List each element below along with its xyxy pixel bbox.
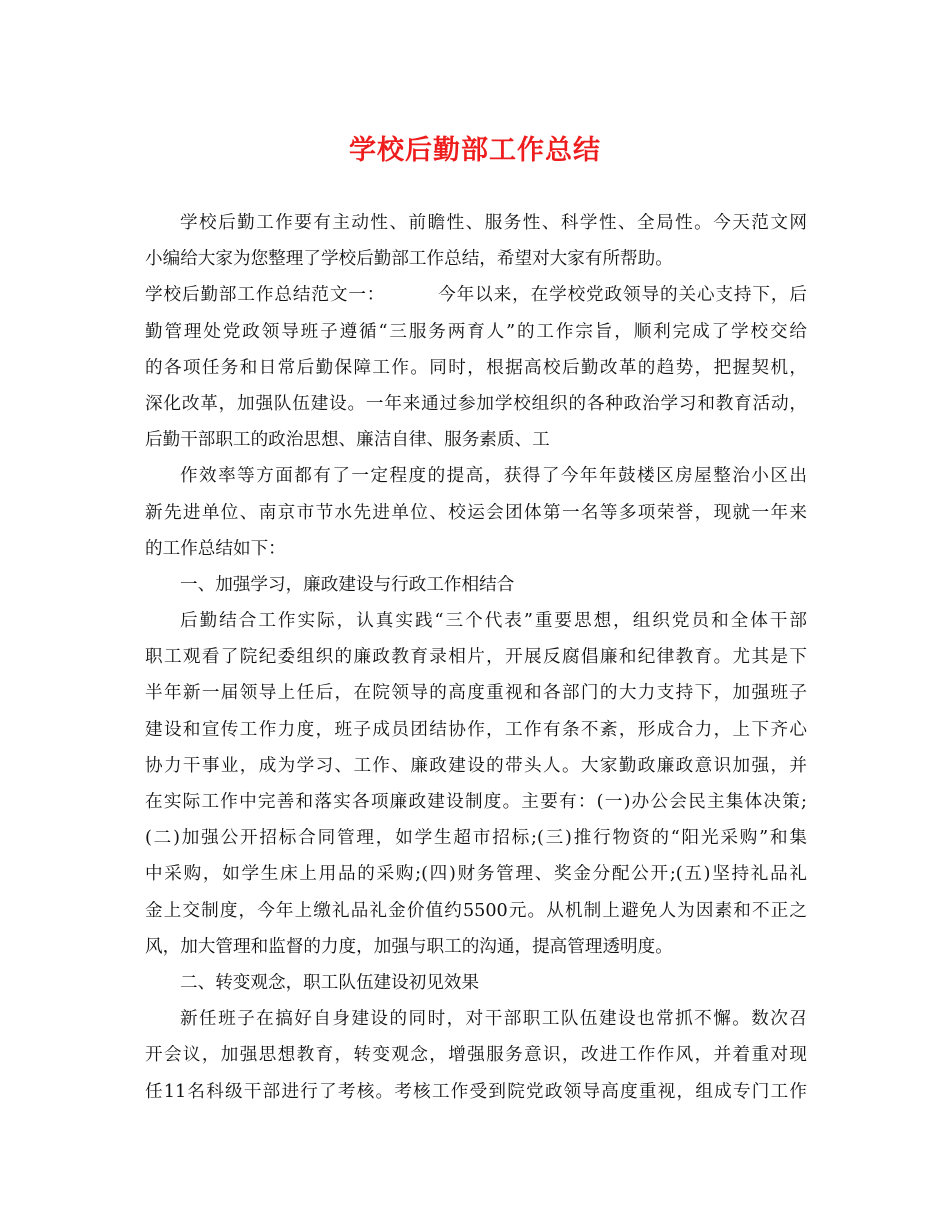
paragraph-line: 职工观看了院纪委组织的廉政教育录相片，开展反腐倡廉和纪律教育。尤其是下 [145,647,807,668]
paragraph-line: 金上交制度，今年上缴礼品礼金价值约5500元。从机制上避免人为因素和不正之 [145,900,807,921]
paragraph-line: 后勤干部职工的政治思想、廉洁自律、服务素质、工 [145,430,550,451]
paragraph-line: 后勤结合工作实际，认真实践“三个代表”重要思想，组织党员和全体干部 [180,611,807,632]
paragraph-line-continuation: 今年以来，在学校党政领导的关心支持下，后 [437,285,807,306]
paragraph-line: 作效率等方面都有了一定程度的提高，获得了今年年鼓楼区房屋整治小区出 [180,466,807,487]
paragraph-line: 的各项任务和日常后勤保障工作。同时，根据高校后勤改革的趋势，把握契机， [145,357,807,378]
paragraph-line: 小编给大家为您整理了学校后勤部工作总结，希望对大家有所帮助。 [145,249,673,270]
paragraph-line [145,277,807,313]
paragraph-line: 学校后勤工作要有主动性、前瞻性、服务性、科学性、全局性。今天范文网 [180,213,807,233]
paragraph-line: 建设和宣传工作力度，班子成员团结协作，工作有条不紊，形成合力，上下齐心 [145,719,807,740]
paragraph-line: 新先进单位、南京市节水先进单位、校运会团体第一名等多项荣誉，现就一年来 [145,502,807,523]
paragraph-line: 在实际工作中完善和落实各项廉政建设制度。主要有：(一)办公会民主集体决策; [145,792,807,812]
section-heading: 一、加强学习，廉政建设与行政工作相结合 [180,574,515,595]
paragraph-line: 任11名科级干部进行了考核。考核工作受到院党政领导高度重视，组成专门工作 [145,1081,807,1102]
paragraph-line: 协力干事业，成为学习、工作、廉政建设的带头人。大家勤政廉政意识加强，并 [145,755,807,776]
paragraph-line: 半年新一届领导上任后，在院领导的高度重视和各部门的大力支持下，加强班子 [145,683,807,704]
paragraph-line: 新任班子在搞好自身建设的同时，对干部职工队伍建设也常抓不懈。数次召 [180,1009,807,1030]
paragraph-line: 勤管理处党政领导班子遵循“三服务两育人”的工作宗旨，顺利完成了学校交给 [145,321,807,342]
paragraph-line: 深化改革，加强队伍建设。一年来通过参加学校组织的各种政治学习和教育活动， [145,393,807,414]
paragraph-line: (二)加强公开招标合同管理，如学生超市招标;(三)推行物资的“阳光采购”和集 [145,828,807,849]
paragraph-line: 的工作总结如下： [145,538,286,559]
section-heading: 二、转变观念，职工队伍建设初见效果 [180,972,480,993]
paragraph-line: 中采购，如学生床上用品的采购;(四)财务管理、奖金分配公开;(五)坚持礼品礼 [145,864,807,885]
document-title: 学校后勤部工作总结 [349,135,601,166]
paragraph-line: 风，加大管理和监督的力度，加强与职工的沟通，提高管理透明度。 [145,936,673,957]
document-body [145,205,807,1110]
sample-heading: 学校后勤部工作总结范文一： [145,285,386,306]
paragraph-line: 开会议，加强思想教育，转变观念，增强服务意识，改进工作作风，并着重对现 [145,1045,807,1066]
